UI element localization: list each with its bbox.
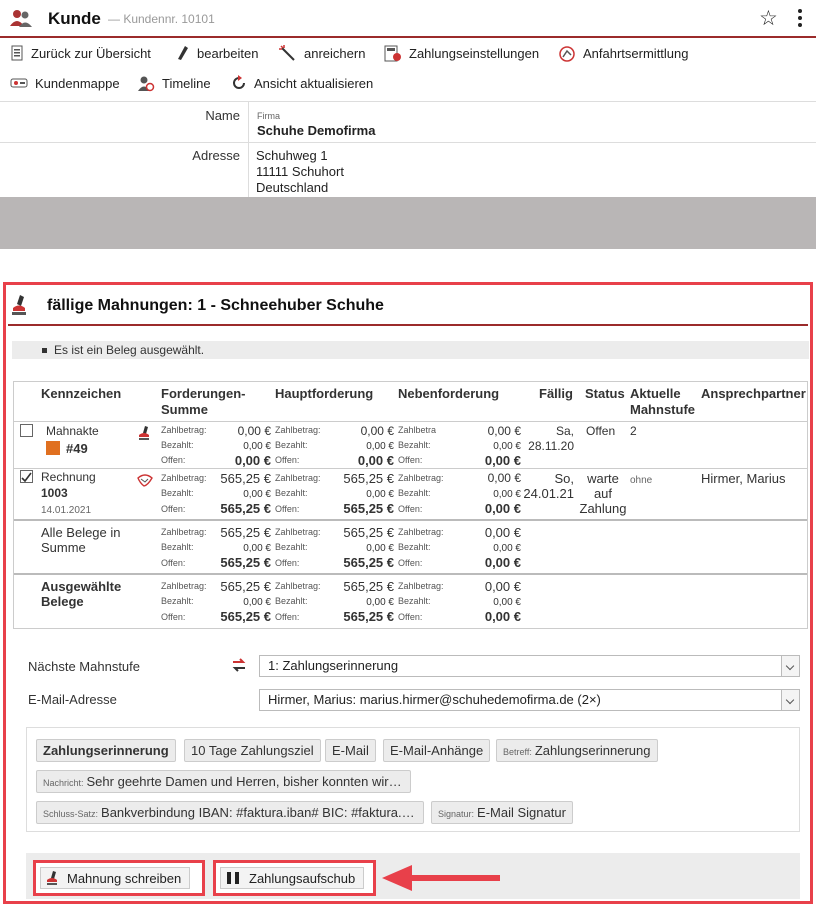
contact-person: Hirmer, Marius	[701, 471, 786, 486]
amount-value: 0,00 €	[237, 424, 271, 438]
calculator-icon	[384, 45, 402, 62]
stamp-icon	[45, 870, 61, 886]
amount-value: 0,00 €	[243, 543, 271, 554]
chevron-down-icon	[781, 690, 799, 710]
dunning-stage: 2	[630, 424, 637, 438]
amount-label: Offen:	[398, 455, 423, 465]
name-label: Name	[205, 108, 240, 123]
amount-label: Bezahlt:	[398, 596, 431, 606]
amount-label: Offen:	[161, 504, 186, 514]
amount-value: 0,00 €	[366, 543, 394, 554]
amount-label: Zahlbetrag:	[275, 527, 321, 537]
amount-label: Bezahlt:	[398, 488, 431, 498]
customers-icon	[9, 9, 33, 29]
chip-email[interactable]: E-Mail	[325, 739, 376, 762]
timeline-person-icon	[137, 75, 155, 92]
amount-value: 0,00 €	[484, 555, 521, 570]
payment-deferral-label: Zahlungsaufschub	[249, 870, 356, 886]
refresh-label: Ansicht aktualisieren	[254, 75, 374, 91]
amount-value: 0,00 €	[360, 424, 394, 438]
chip-email-attachments[interactable]: E-Mail-Anhänge	[383, 739, 490, 762]
amount-value: 0,00 €	[484, 453, 521, 468]
enrich-label: anreichern	[304, 45, 366, 61]
doc-date: 14.01.2021	[41, 505, 92, 516]
amount-label: Offen:	[275, 504, 300, 514]
amount-value: 0,00 €	[493, 597, 521, 608]
company-name: Schuhe Demofirma	[257, 123, 376, 138]
pencil-icon	[176, 45, 190, 61]
amount-value: 565,25 €	[343, 579, 394, 594]
amount-label: Zahlbetrag:	[161, 425, 207, 435]
route-label: Anfahrtsermittlung	[583, 45, 689, 61]
address-line: Schuhweg 1	[256, 148, 328, 163]
amount-label: Offen:	[161, 612, 186, 622]
selection-info: Es ist ein Beleg ausgewählt.	[12, 341, 809, 359]
amount-label: Zahlbetrag:	[161, 527, 207, 537]
annotation-arrow-icon	[380, 864, 502, 892]
amount-value: 0,00 €	[484, 525, 521, 540]
amount-value: 565,25 €	[220, 579, 271, 594]
amount-value: 0,00 €	[243, 489, 271, 500]
dunning-title: fällige Mahnungen: 1 - Schneehuber Schuhe	[47, 297, 384, 314]
sum-selected-label: Ausgewählte Belege	[41, 579, 122, 609]
amount-value: 0,00 €	[243, 597, 271, 608]
sum-all-label: Alle Belege in Summe	[41, 525, 121, 555]
gray-band	[0, 197, 816, 249]
amount-label: Offen:	[398, 504, 423, 514]
amount-value: 565,25 €	[343, 609, 394, 624]
amount-label: Zahlbetrag:	[161, 473, 207, 483]
next-stage-select[interactable]: 1: Zahlungserinnerung	[259, 655, 800, 677]
amount-label: Zahlbetrag:	[398, 473, 444, 483]
amount-label: Offen:	[398, 612, 423, 622]
amount-value: 0,00 €	[357, 453, 394, 468]
amount-value: 565,25 €	[343, 525, 394, 540]
amount-value: 0,00 €	[484, 501, 521, 516]
chip-nachricht[interactable]: Nachricht: Sehr geehrte Damen und Herren, bisher konnten wir…	[36, 770, 411, 793]
amount-label: Bezahlt:	[275, 542, 308, 552]
doc-kind: Rechnung	[41, 470, 96, 484]
page-header	[0, 0, 816, 38]
edit-button[interactable]	[176, 43, 258, 63]
enrich-button[interactable]	[279, 43, 365, 63]
doc-number: #49	[66, 441, 88, 456]
amount-value: 0,00 €	[487, 471, 521, 485]
timeline-label: Timeline	[162, 75, 211, 91]
amount-value: 0,00 €	[243, 441, 271, 452]
badge-icon	[46, 441, 60, 455]
col-hauptforderung: Hauptforderung	[275, 386, 374, 401]
pause-icon	[225, 870, 241, 886]
back-to-overview-button[interactable]	[10, 43, 151, 63]
amount-value: 0,00 €	[366, 441, 394, 452]
address-line: 11111 Schuhort	[256, 164, 344, 179]
due-date: Sa, 28.11.20	[528, 424, 574, 453]
refresh-icon	[231, 75, 247, 91]
refresh-view-button[interactable]	[231, 73, 373, 93]
email-label: E-Mail-Adresse	[28, 692, 117, 707]
swap-arrows-icon[interactable]	[231, 657, 247, 673]
amount-value: 0,00 €	[366, 489, 394, 500]
amount-value: 0,00 €	[484, 609, 521, 624]
amount-value: 0,00 €	[493, 543, 521, 554]
firma-label: Firma	[257, 111, 280, 121]
email-select[interactable]: Hirmer, Marius: marius.hirmer@schuhedemofirma.de (2×)	[259, 689, 800, 711]
payment-settings-label: Zahlungseinstellungen	[409, 45, 540, 61]
row-checkbox[interactable]	[20, 424, 33, 437]
address-block	[256, 148, 344, 196]
amount-label: Offen:	[275, 455, 300, 465]
status: warte auf Zahlung	[579, 471, 627, 516]
amount-label: Bezahlt:	[398, 440, 431, 450]
amount-value: 565,25 €	[343, 501, 394, 516]
amount-label: Offen:	[398, 558, 423, 568]
amount-label: Zahlbetra	[398, 425, 437, 435]
address-line: Deutschland	[256, 180, 329, 195]
amount-value: 565,25 €	[220, 555, 271, 570]
amount-label: Offen:	[161, 558, 186, 568]
address-label: Adresse	[192, 148, 240, 163]
timeline-button[interactable]	[137, 73, 211, 93]
customer-number: — Kundennr. 10101	[108, 12, 215, 26]
amount-label: Bezahlt:	[161, 542, 194, 552]
col-status: Status	[585, 386, 625, 401]
address-row	[0, 142, 816, 198]
amount-label: Zahlbetrag:	[161, 581, 207, 591]
magic-wand-icon	[279, 45, 297, 61]
section-divider	[8, 324, 808, 326]
amount-label: Zahlbetrag:	[398, 581, 444, 591]
amount-value: 0,00 €	[487, 424, 521, 438]
amount-value: 0,00 €	[493, 441, 521, 452]
edit-label: bearbeiten	[197, 45, 259, 61]
due-date: So, 24.01.21	[523, 471, 574, 501]
col-ansprechpartner: Ansprechpartner	[701, 386, 806, 401]
amount-label: Zahlbetrag:	[398, 527, 444, 537]
doc-kind: Mahnakte	[46, 424, 99, 438]
amount-value: 0,00 €	[234, 453, 271, 468]
name-row	[0, 101, 816, 142]
chip-schluss-satz[interactable]: Schluss-Satz: Bankverbindung IBAN: #faktura.iban# BIC: #faktura.…	[36, 801, 424, 824]
dunning-stage: ohne	[630, 475, 653, 486]
status: Offen	[586, 424, 616, 438]
amount-label: Bezahlt:	[275, 596, 308, 606]
chip-payment-term[interactable]: 10 Tage Zahlungsziel	[184, 739, 321, 762]
stamp-icon	[11, 294, 31, 318]
amount-label: Zahlbetrag:	[275, 581, 321, 591]
customer-folder-label: Kundenmappe	[35, 75, 120, 91]
amount-label: Zahlbetrag:	[275, 473, 321, 483]
col-forderungen: Forderungen- Summe	[161, 386, 246, 417]
amount-label: Bezahlt:	[275, 488, 308, 498]
amount-value: 0,00 €	[366, 597, 394, 608]
amount-value: 565,25 €	[220, 471, 271, 486]
chevron-down-icon	[781, 656, 799, 676]
amount-label: Offen:	[275, 612, 300, 622]
page-title: Kunde	[48, 9, 101, 28]
payment-deferral-button[interactable]	[213, 860, 376, 896]
col-kennzeichen: Kennzeichen	[41, 386, 122, 401]
col-nebenforderung: Nebenforderung	[398, 386, 500, 401]
star-icon[interactable]: ☆	[759, 7, 778, 30]
chip-signatur[interactable]: Signatur: E-Mail Signatur	[431, 801, 573, 824]
write-dunning-button[interactable]	[33, 860, 205, 896]
amount-value: 565,25 €	[220, 525, 271, 540]
amount-value: 565,25 €	[343, 555, 394, 570]
write-dunning-label: Mahnung schreiben	[67, 870, 182, 886]
stamp-icon[interactable]	[138, 425, 152, 441]
col-mahnstufe: Aktuelle Mahnstufe	[630, 386, 695, 417]
amount-value: 565,25 €	[220, 609, 271, 624]
list-icon	[10, 45, 24, 61]
col-faellig: Fällig	[539, 386, 573, 401]
amount-value: 0,00 €	[493, 489, 521, 500]
customer-folder-button[interactable]	[10, 73, 120, 93]
amount-label: Bezahlt:	[161, 596, 194, 606]
map-route-icon	[558, 45, 576, 62]
route-calculation-button[interactable]	[558, 43, 689, 63]
amount-label: Bezahlt:	[161, 488, 194, 498]
amount-label: Zahlbetrag:	[275, 425, 321, 435]
amount-value: 565,25 €	[220, 501, 271, 516]
amount-label: Offen:	[161, 455, 186, 465]
amount-label: Bezahlt:	[161, 440, 194, 450]
back-label: Zurück zur Übersicht	[31, 45, 151, 61]
amount-label: Bezahlt:	[275, 440, 308, 450]
payment-settings-button[interactable]	[384, 43, 539, 63]
more-menu-icon[interactable]	[797, 9, 803, 30]
amount-label: Offen:	[275, 558, 300, 568]
amount-label: Bezahlt:	[398, 542, 431, 552]
chip-zahlungserinnerung[interactable]: Zahlungserinnerung	[36, 739, 176, 762]
amount-value: 0,00 €	[484, 579, 521, 594]
chip-betreff[interactable]: Betreff: Zahlungserinnerung	[496, 739, 658, 762]
handshake-icon[interactable]	[136, 472, 154, 488]
next-stage-label: Nächste Mahnstufe	[28, 659, 141, 674]
amount-value: 565,25 €	[343, 471, 394, 486]
doc-number: 1003	[41, 486, 68, 500]
row-checkbox-checked[interactable]	[20, 470, 33, 483]
folder-card-icon	[10, 76, 28, 90]
